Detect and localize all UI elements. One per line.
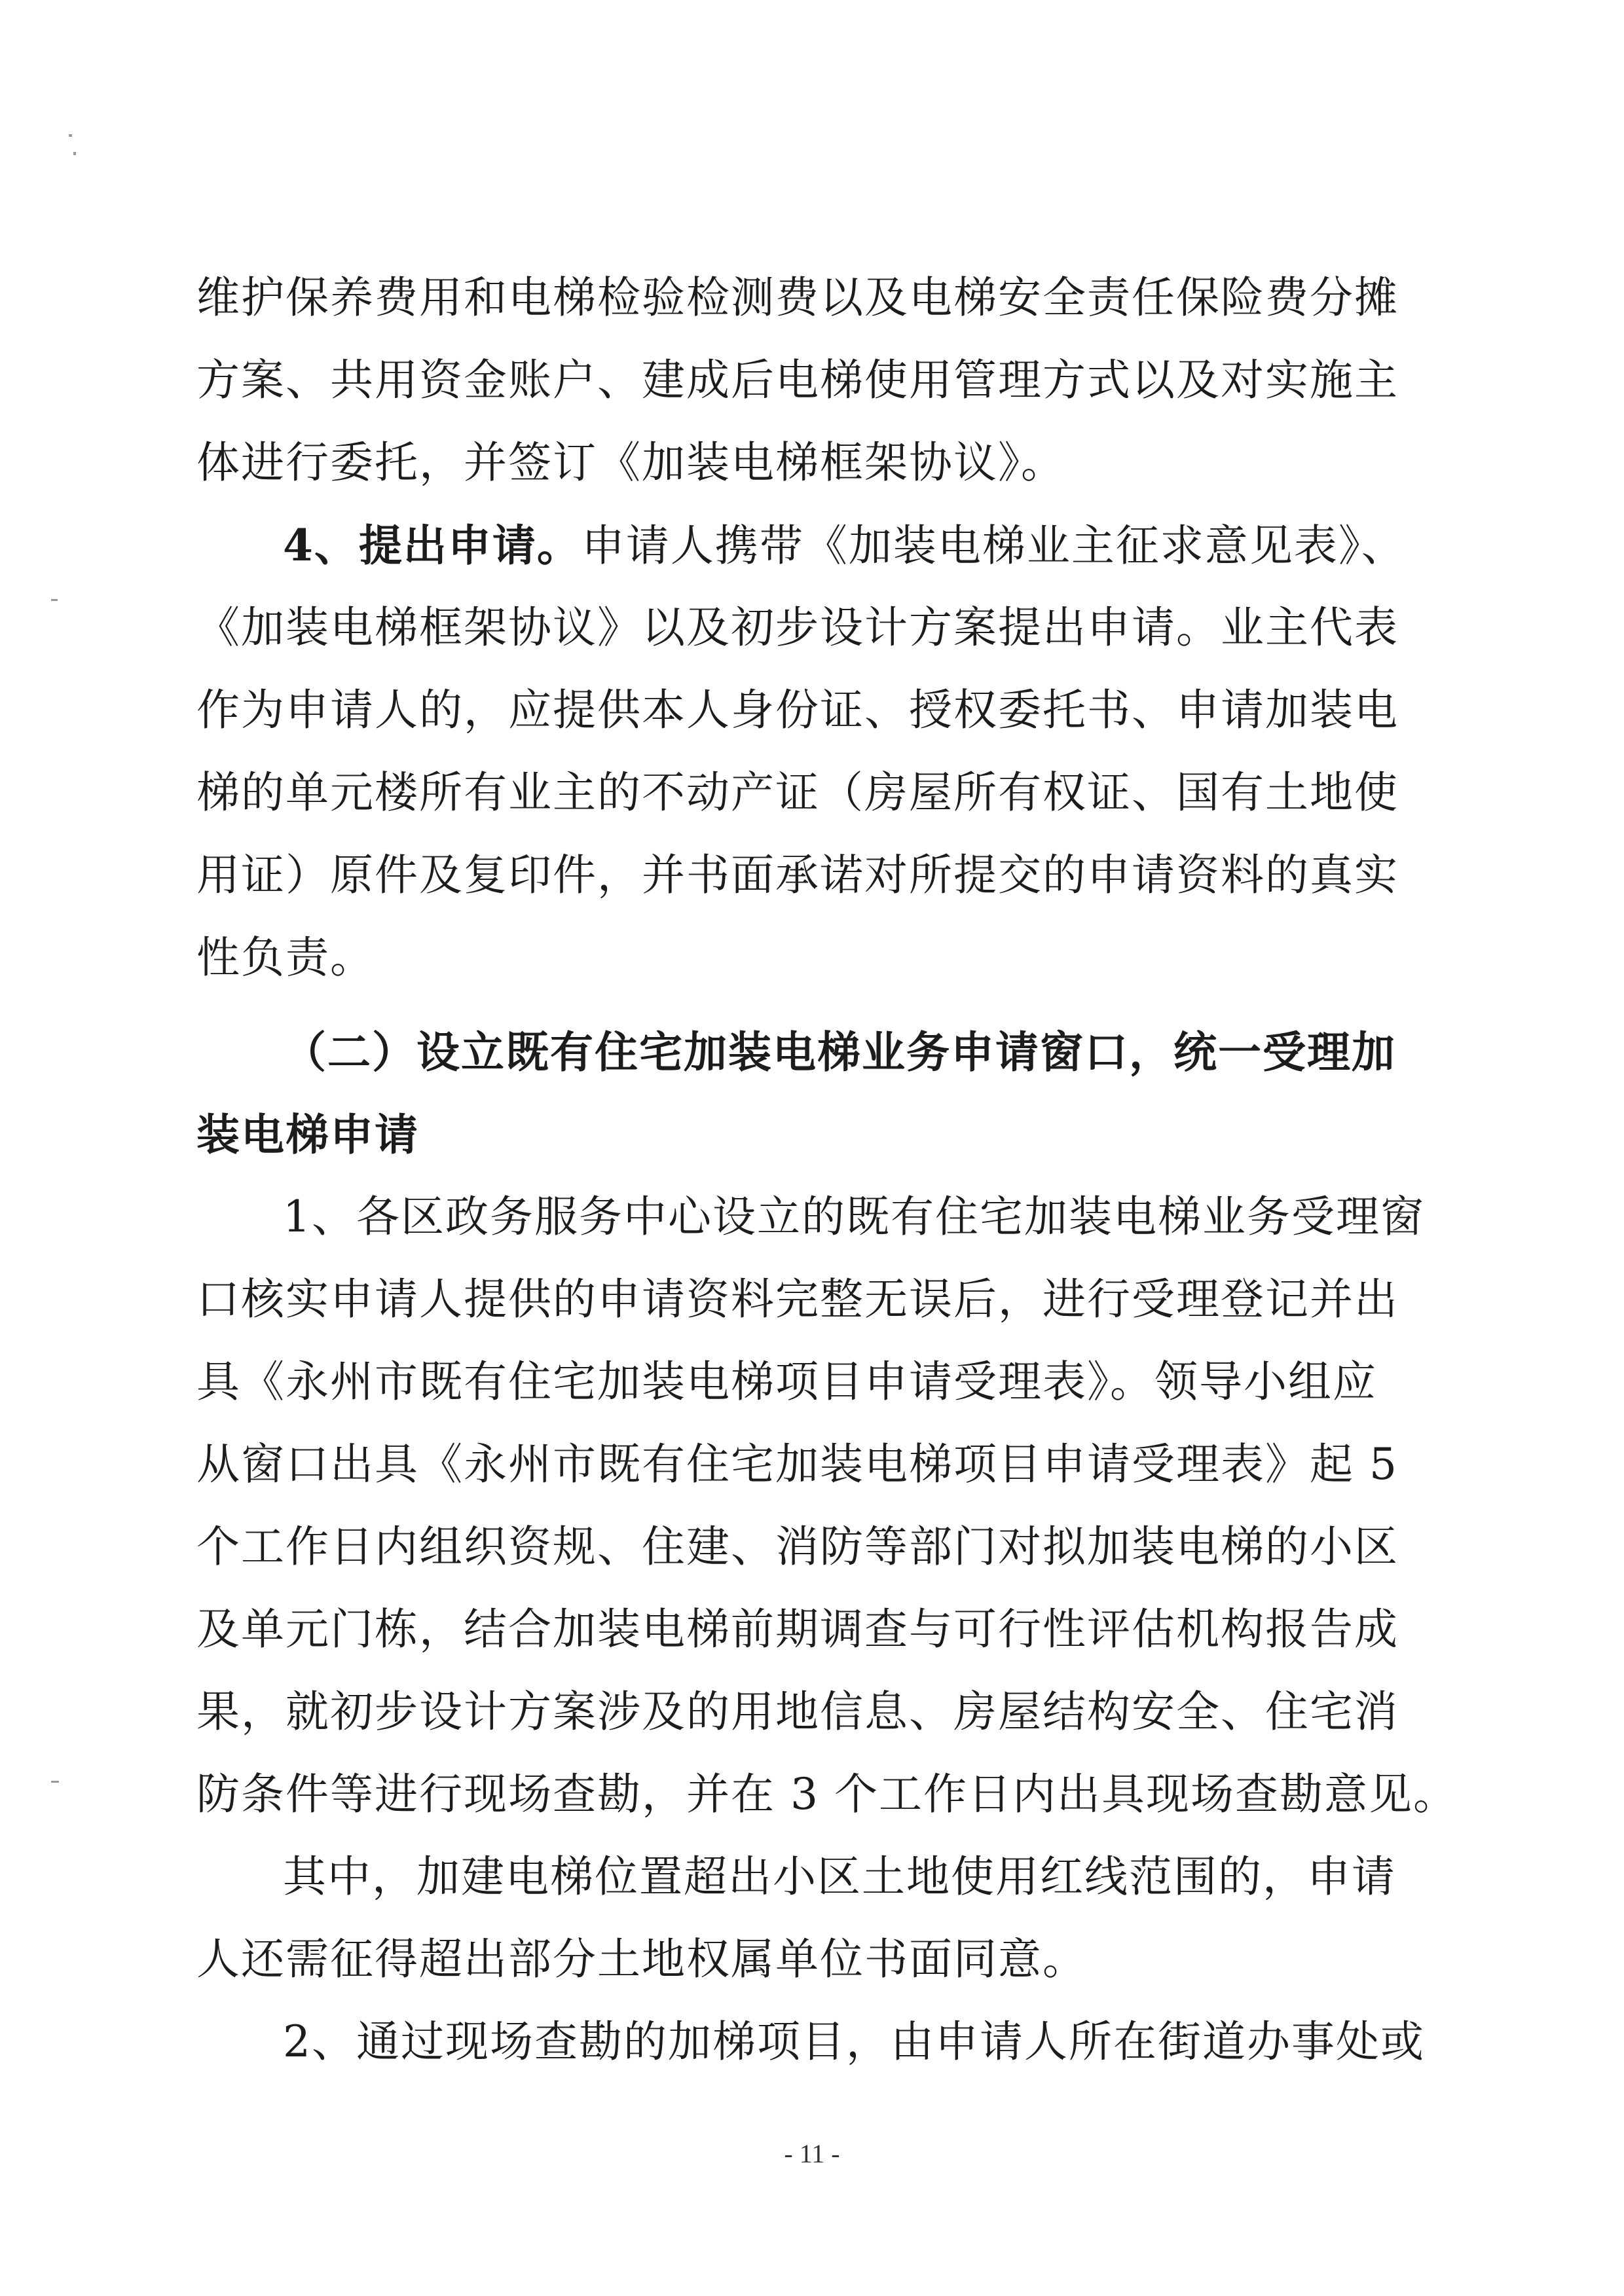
paragraph-line: 防条件等进行现场查勘，并在 3 个工作日内出具现场查勘意见。 <box>196 1769 1458 1819</box>
item-text: 申请人携带《加装电梯业主征求意见表》、 <box>581 520 1406 571</box>
paragraph-line: 其中，加建电梯位置超出小区土地使用红线范围的，申请 <box>283 1851 1396 1902</box>
paragraph-line: 口核实申请人提供的申请资料完整无误后，进行受理登记并出 <box>196 1274 1399 1324</box>
paragraph-line: 从窗口出具《永州市既有住宅加装电梯项目申请受理表》起 5 <box>196 1439 1398 1489</box>
scan-speck <box>51 599 58 601</box>
paragraph-line: 人还需征得超出部分土地权属单位书面同意。 <box>196 1934 1087 1984</box>
paragraph-line: 作为申请人的，应提供本人身份证、授权委托书、申请加装电 <box>196 685 1399 735</box>
paragraph-line: 梯的单元楼所有业主的不动产证（房屋所有权证、国有土地使 <box>196 767 1399 818</box>
scan-speck <box>73 152 76 155</box>
scan-speck <box>69 134 72 137</box>
paragraph-line: 体进行委托，并签订《加装电梯框架协议》。 <box>196 437 1065 488</box>
paragraph-line: 用证）原件及复印件，并书面承诺对所提交的申请资料的真实 <box>196 850 1399 900</box>
section-heading: 装电梯申请 <box>196 1109 419 1160</box>
paragraph-line: 《加装电梯框架协议》以及初步设计方案提出申请。业主代表 <box>196 602 1399 653</box>
paragraph-line: 1、各区政务服务中心设立的既有住宅加装电梯业务受理窗 <box>283 1192 1425 1242</box>
section-heading: （二）设立既有住宅加装电梯业务申请窗口，统一受理加 <box>283 1027 1396 1078</box>
paragraph-line-item-4 <box>196 504 1406 587</box>
paragraph-line: 方案、共用资金账户、建成后电梯使用管理方式以及对实施主 <box>196 355 1399 405</box>
paragraph-line: 2、通过现场查勘的加梯项目，由申请人所在街道办事处或 <box>283 2016 1425 2067</box>
item-heading: 4、提出申请。 <box>283 520 581 571</box>
paragraph-line: 果，就初步设计方案涉及的用地信息、房屋结构安全、住宅消 <box>196 1686 1399 1737</box>
paragraph-line: 个工作日内组织资规、住建、消防等部门对拟加装电梯的小区 <box>196 1522 1399 1572</box>
paragraph-line: 具《永州市既有住宅加装电梯项目申请受理表》。领导小组应 <box>196 1357 1377 1407</box>
body-text <box>196 257 1458 2083</box>
paragraph-line: 维护保养费用和电梯检验检测费以及电梯安全责任保险费分摊 <box>196 272 1399 323</box>
page-number: - 11 - <box>784 2139 840 2168</box>
scan-speck <box>51 1781 59 1783</box>
paragraph-line: 性负责。 <box>196 932 375 983</box>
paragraph-line: 及单元门栋，结合加装电梯前期调查与可行性评估机构报告成 <box>196 1604 1399 1654</box>
